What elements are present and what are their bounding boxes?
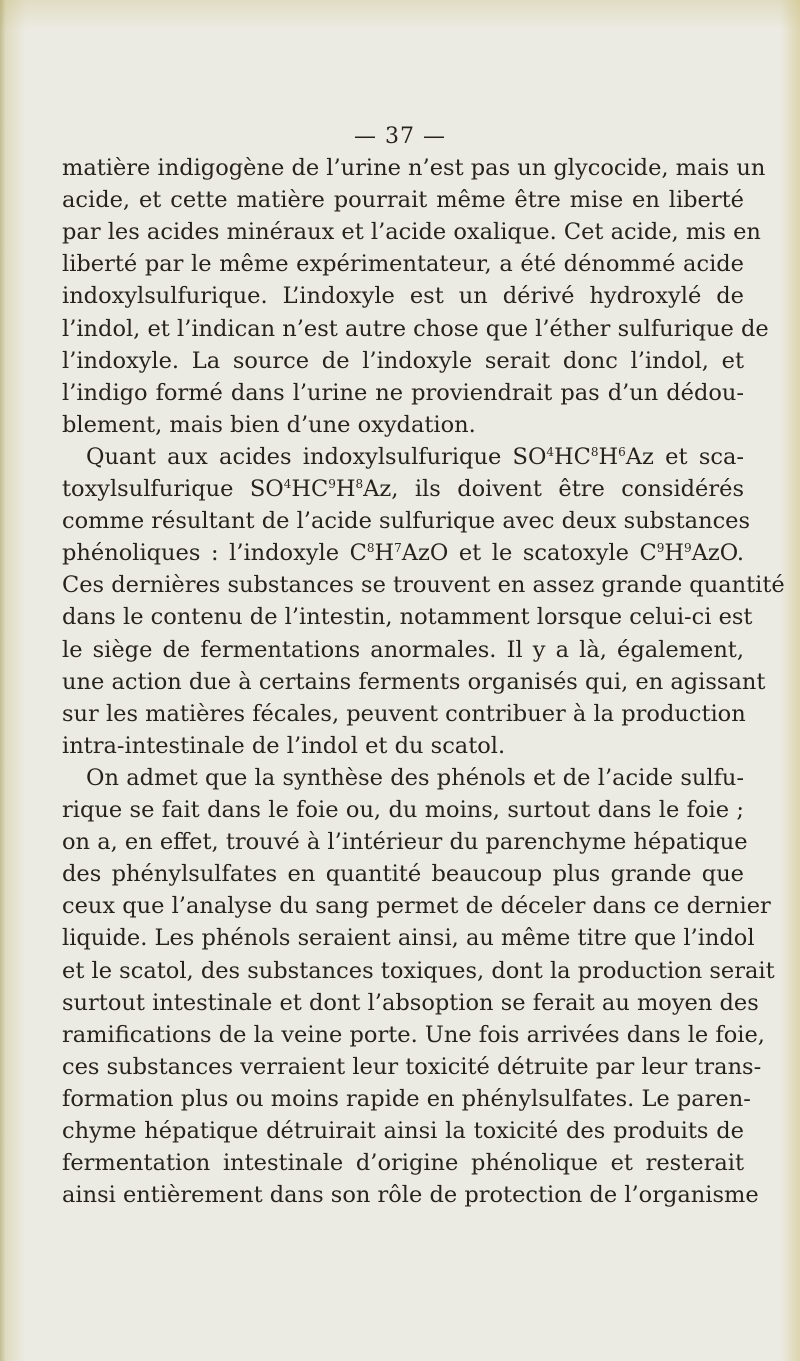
text-line: toxylsulfurique $SO^4HC^9H^8Az$, ils doivent être considérés [62, 476, 744, 502]
text-line: et le scatol, des substances toxiques, dont la production serait [62, 958, 775, 984]
text-line: rique se fait dans le foie ou, du moins, surtout dans le foie ; [62, 797, 744, 823]
text-line: une action due à certains ferments organisés qui, en agissant [62, 669, 766, 695]
text-line: ramifications de la veine porte. Une fois arrivées dans le foie, [62, 1022, 765, 1048]
text-line: comme résultant de l’acide sulfurique avec deux substances [62, 508, 751, 534]
text-line: sur les matières fécales, peuvent contribuer à la production [62, 701, 746, 727]
text-line: formation plus ou moins rapide en phénylsulfates. Le paren- [62, 1086, 751, 1112]
text-line: ces substances verraient leur toxicité détruite par leur trans- [62, 1054, 762, 1080]
text-line: phénoliques : l’indoxyle $C^8H^7AzO$ et le scatoxyle $C^9H^9AzO$. [62, 540, 744, 566]
text-line: matière indigogène de l’urine n’est pas un glycocide, mais un [62, 155, 766, 181]
text-line: le siège de fermentations anormales. Il y a là, également, [62, 637, 744, 663]
text-line: ainsi entièrement dans son rôle de protection de l’organisme [62, 1182, 759, 1208]
text-line: Quant aux acides indoxylsulfurique $SO^4HC^8H^6Az$ et sca- [86, 444, 744, 470]
text-line: dans le contenu de l’intestin, notamment lorsque celui-ci est [62, 604, 753, 630]
text-line: l’indigo formé dans l’urine ne proviendrait pas d’un dédou- [62, 380, 744, 406]
text-line: on a, en effet, trouvé à l’intérieur du parenchyme hépatique [62, 829, 748, 855]
text-line: indoxylsulfurique. L’indoxyle est un dérivé hydroxylé de [62, 283, 744, 309]
text-line: Ces dernières substances se trouvent en assez grande quantité [62, 572, 785, 598]
text-line: l’indol, et l’indican n’est autre chose que l’éther sulfurique de [62, 316, 769, 342]
page-number: — 37 — [354, 124, 446, 149]
text-line: par les acides minéraux et l’acide oxalique. Cet acide, mis en [62, 219, 761, 245]
text-line: On admet que la synthèse des phénols et de l’acide sulfu- [86, 765, 744, 791]
text-line: liquide. Les phénols seraient ainsi, au même titre que l’indol [62, 925, 755, 951]
text-line: chyme hépatique détruirait ainsi la toxicité des produits de [62, 1118, 744, 1144]
text-line: liberté par le même expérimentateur, a été dénommé acide [62, 251, 744, 277]
text-line: blement, mais bien d’une oxydation. [62, 412, 476, 438]
text-line: l’indoxyle. La source de l’indoxyle serait donc l’indol, et [62, 348, 744, 374]
text-line: intra-intestinale de l’indol et du scatol. [62, 733, 506, 759]
text-line: des phénylsulfates en quantité beaucoup plus grande que [62, 861, 744, 887]
text-line: fermentation intestinale d’origine phénolique et resterait [62, 1150, 744, 1176]
text-line: acide, et cette matière pourrait même être mise en liberté [62, 187, 744, 213]
text-line: ceux que l’analyse du sang permet de déceler dans ce dernier [62, 893, 771, 919]
text-line: surtout intestinale et dont l’absoption se ferait au moyen des [62, 990, 759, 1016]
